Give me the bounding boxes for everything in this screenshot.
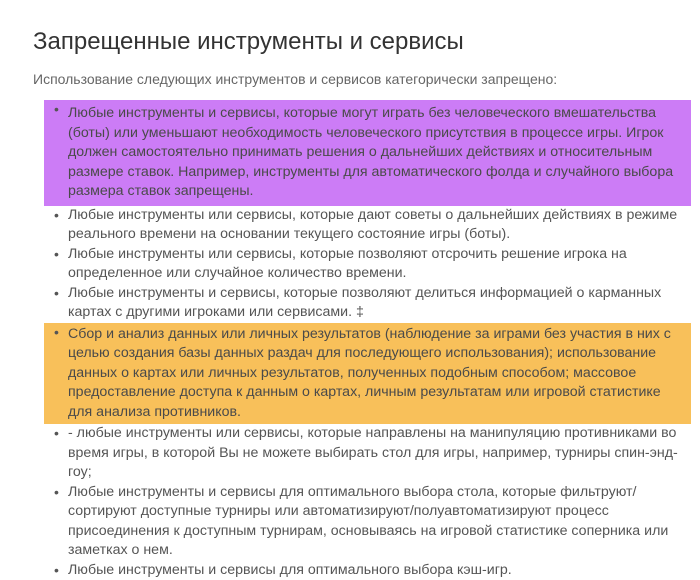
list-item xyxy=(44,206,689,245)
list-item-text: • Сбор и анализ данных или личных результатов (наблюдение за играми без участия в них с целью создания базы данных раздач для последующего использования); использование данных о картах или личных результатов, полученных подобным способом; массовое предоставление доступа к данным о картах, личным результатам или игровой статистике для анализа противников. xyxy=(68,325,681,423)
list-item xyxy=(44,323,691,425)
list-item xyxy=(44,483,689,561)
list-item-text: • Любые инструменты и сервисы, которые позволяют делиться информацией о карманных картах с другими игроками или сервисами. ‡ xyxy=(68,284,679,323)
list-item-text: • - любые инструменты или сервисы, которые направлены на манипуляцию противниками во время игры, в которой Вы не можете выбирать стол для игры, например, турниры спин-энд-гоу; xyxy=(68,424,679,483)
list-item-text: • Любые инструменты и сервисы для оптимального выбора стола, которые фильтруют/сортируют доступные турниры или автоматизируют/полуавтоматизируют процесс присоединения к доступным турнирам, основываясь на игровой статистике соперника или заметках о нем. xyxy=(68,483,679,561)
list-item-text: • Любые инструменты и сервисы для оптимального выбора кэш-игр. xyxy=(68,561,679,580)
list-item-text: • Любые инструменты и сервисы, которые могут играть без человеческого вмешательства (боты) или уменьшают необходимость человеческого присутствия в процессе игры. Игрок должен самостоятельно принимать решения о дальнейших действиях и относительным размере ставок. Например, инструменты для автоматического фолда и случайного выбора размера ставок запрещены. xyxy=(68,104,681,202)
list-item xyxy=(44,245,689,284)
list-item xyxy=(44,424,689,483)
prohibited-tools-list xyxy=(44,100,689,580)
list-item xyxy=(44,284,689,323)
list-item xyxy=(44,561,689,580)
list-item-text: • Любые инструменты или сервисы, которые позволяют отсрочить решение игрока на определенное или случайное количество времени. xyxy=(68,245,679,284)
intro-text: Использование следующих инструментов и сервисов категорически запрещено: xyxy=(33,70,557,88)
page-title: Запрещенные инструменты и сервисы xyxy=(33,28,464,56)
list-item-text: • Любые инструменты или сервисы, которые дают советы о дальнейших действиях в режиме реального времени на основании текущего состояние игры (боты). xyxy=(68,206,679,245)
list-item xyxy=(44,100,691,206)
